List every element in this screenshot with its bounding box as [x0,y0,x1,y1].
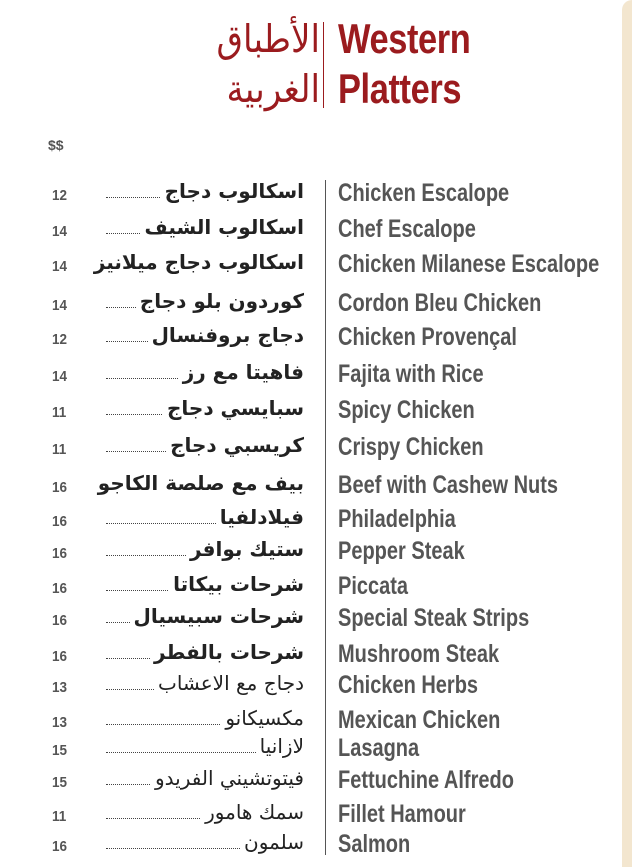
menu-item [0,215,620,245]
item-name: Mexican Chicken [338,706,501,734]
item-name: Mushroom Steak [338,640,500,668]
menu-item [0,289,620,319]
item-name: Salmon [338,830,411,858]
item-price: 14 [52,258,68,275]
section-title: Western Platters [338,15,471,112]
menu-item [0,396,620,426]
item-name: Chicken Escalope [338,179,510,207]
menu-item [0,604,620,634]
menu-item [0,323,620,353]
menu-item [0,572,620,602]
item-name: Special Steak Strips [338,604,530,632]
item-name: Chicken Milanese Escalope [338,250,600,278]
title-divider [323,22,324,108]
item-price: 15 [52,774,68,791]
item-name-arabic: دجاج بروفنسال [148,323,304,347]
item-price: 16 [52,580,68,597]
item-name: Pepper Steak [338,537,465,565]
menu-item [0,800,620,830]
item-price: 15 [52,742,68,759]
menu-item [0,179,620,209]
item-name-arabic: دجاج مع الاعشاب [154,671,304,695]
item-name: Beef with Cashew Nuts [338,471,559,499]
item-price: 11 [52,441,67,458]
item-name: Piccata [338,572,409,600]
item-name: Cordon Bleu Chicken [338,289,542,317]
item-name-arabic: لازانيا [256,734,304,758]
item-name-arabic: اسكالوب دجاج ميلانيز [90,250,304,274]
item-price: 16 [52,479,68,496]
menu-item [0,766,620,796]
menu-item [0,671,620,701]
item-price: 16 [52,513,68,530]
item-name: Philadelphia [338,505,456,533]
item-name-arabic: كريسبي دجاج [166,433,304,457]
item-price: 11 [52,808,67,825]
item-name: Fettuchine Alfredo [338,766,514,794]
section-title-arabic: الأطباق الغربية [216,17,320,111]
item-name-arabic: شرحات بالفطر [150,640,304,664]
item-price: 14 [52,297,68,314]
item-name-arabic: سبايسي دجاج [163,396,304,420]
item-name-arabic: كوردون بلو دجاج [136,289,304,313]
item-price: 12 [52,187,68,204]
menu-item [0,250,620,280]
item-price: 12 [52,331,68,348]
item-name-arabic: فيلادلفيا [216,505,304,529]
menu-item [0,505,620,535]
item-price: 16 [52,838,68,855]
item-name-arabic: بيف مع صلصة الكاجو [94,471,304,495]
item-name: Chicken Herbs [338,671,479,699]
item-name-arabic: فيتوتشيني الفريدو [151,766,304,790]
menu-item [0,537,620,567]
menu-item [0,830,620,860]
item-name: Lasagna [338,734,420,762]
item-name-arabic: اسكالوب دجاج [161,179,304,203]
item-name: Chicken Provençal [338,323,517,351]
item-price: 13 [52,679,68,696]
item-price: 14 [52,368,68,385]
item-price: 16 [52,545,68,562]
item-name-arabic: سمك هامور [201,800,304,824]
item-name: Crispy Chicken [338,433,484,461]
menu-item [0,433,620,463]
menu-item [0,471,620,501]
item-price: 16 [52,612,68,629]
item-name-arabic: اسكالوب الشيف [141,215,304,239]
item-name: Fajita with Rice [338,360,484,388]
item-price: 11 [52,404,67,421]
menu-item [0,706,620,736]
item-price: 16 [52,648,68,665]
page-edge [622,0,632,867]
menu-item [0,360,620,390]
item-name-arabic: شرحات سبيسيال [130,604,304,628]
price-column-header: $$ [48,137,64,153]
item-name: Chef Escalope [338,215,476,243]
item-name-arabic: شرحات بيكاتا [169,572,304,596]
item-name: Fillet Hamour [338,800,466,828]
item-price: 13 [52,714,68,731]
item-name-arabic: فاهيتا مع رز [179,360,304,384]
item-name: Spicy Chicken [338,396,475,424]
menu-item [0,640,620,670]
item-price: 14 [52,223,68,240]
item-name-arabic: مكسيكانو [221,706,304,730]
item-name-arabic: ستيك بوافر [186,537,304,561]
menu-item [0,734,620,764]
item-name-arabic: سلمون [240,830,304,854]
